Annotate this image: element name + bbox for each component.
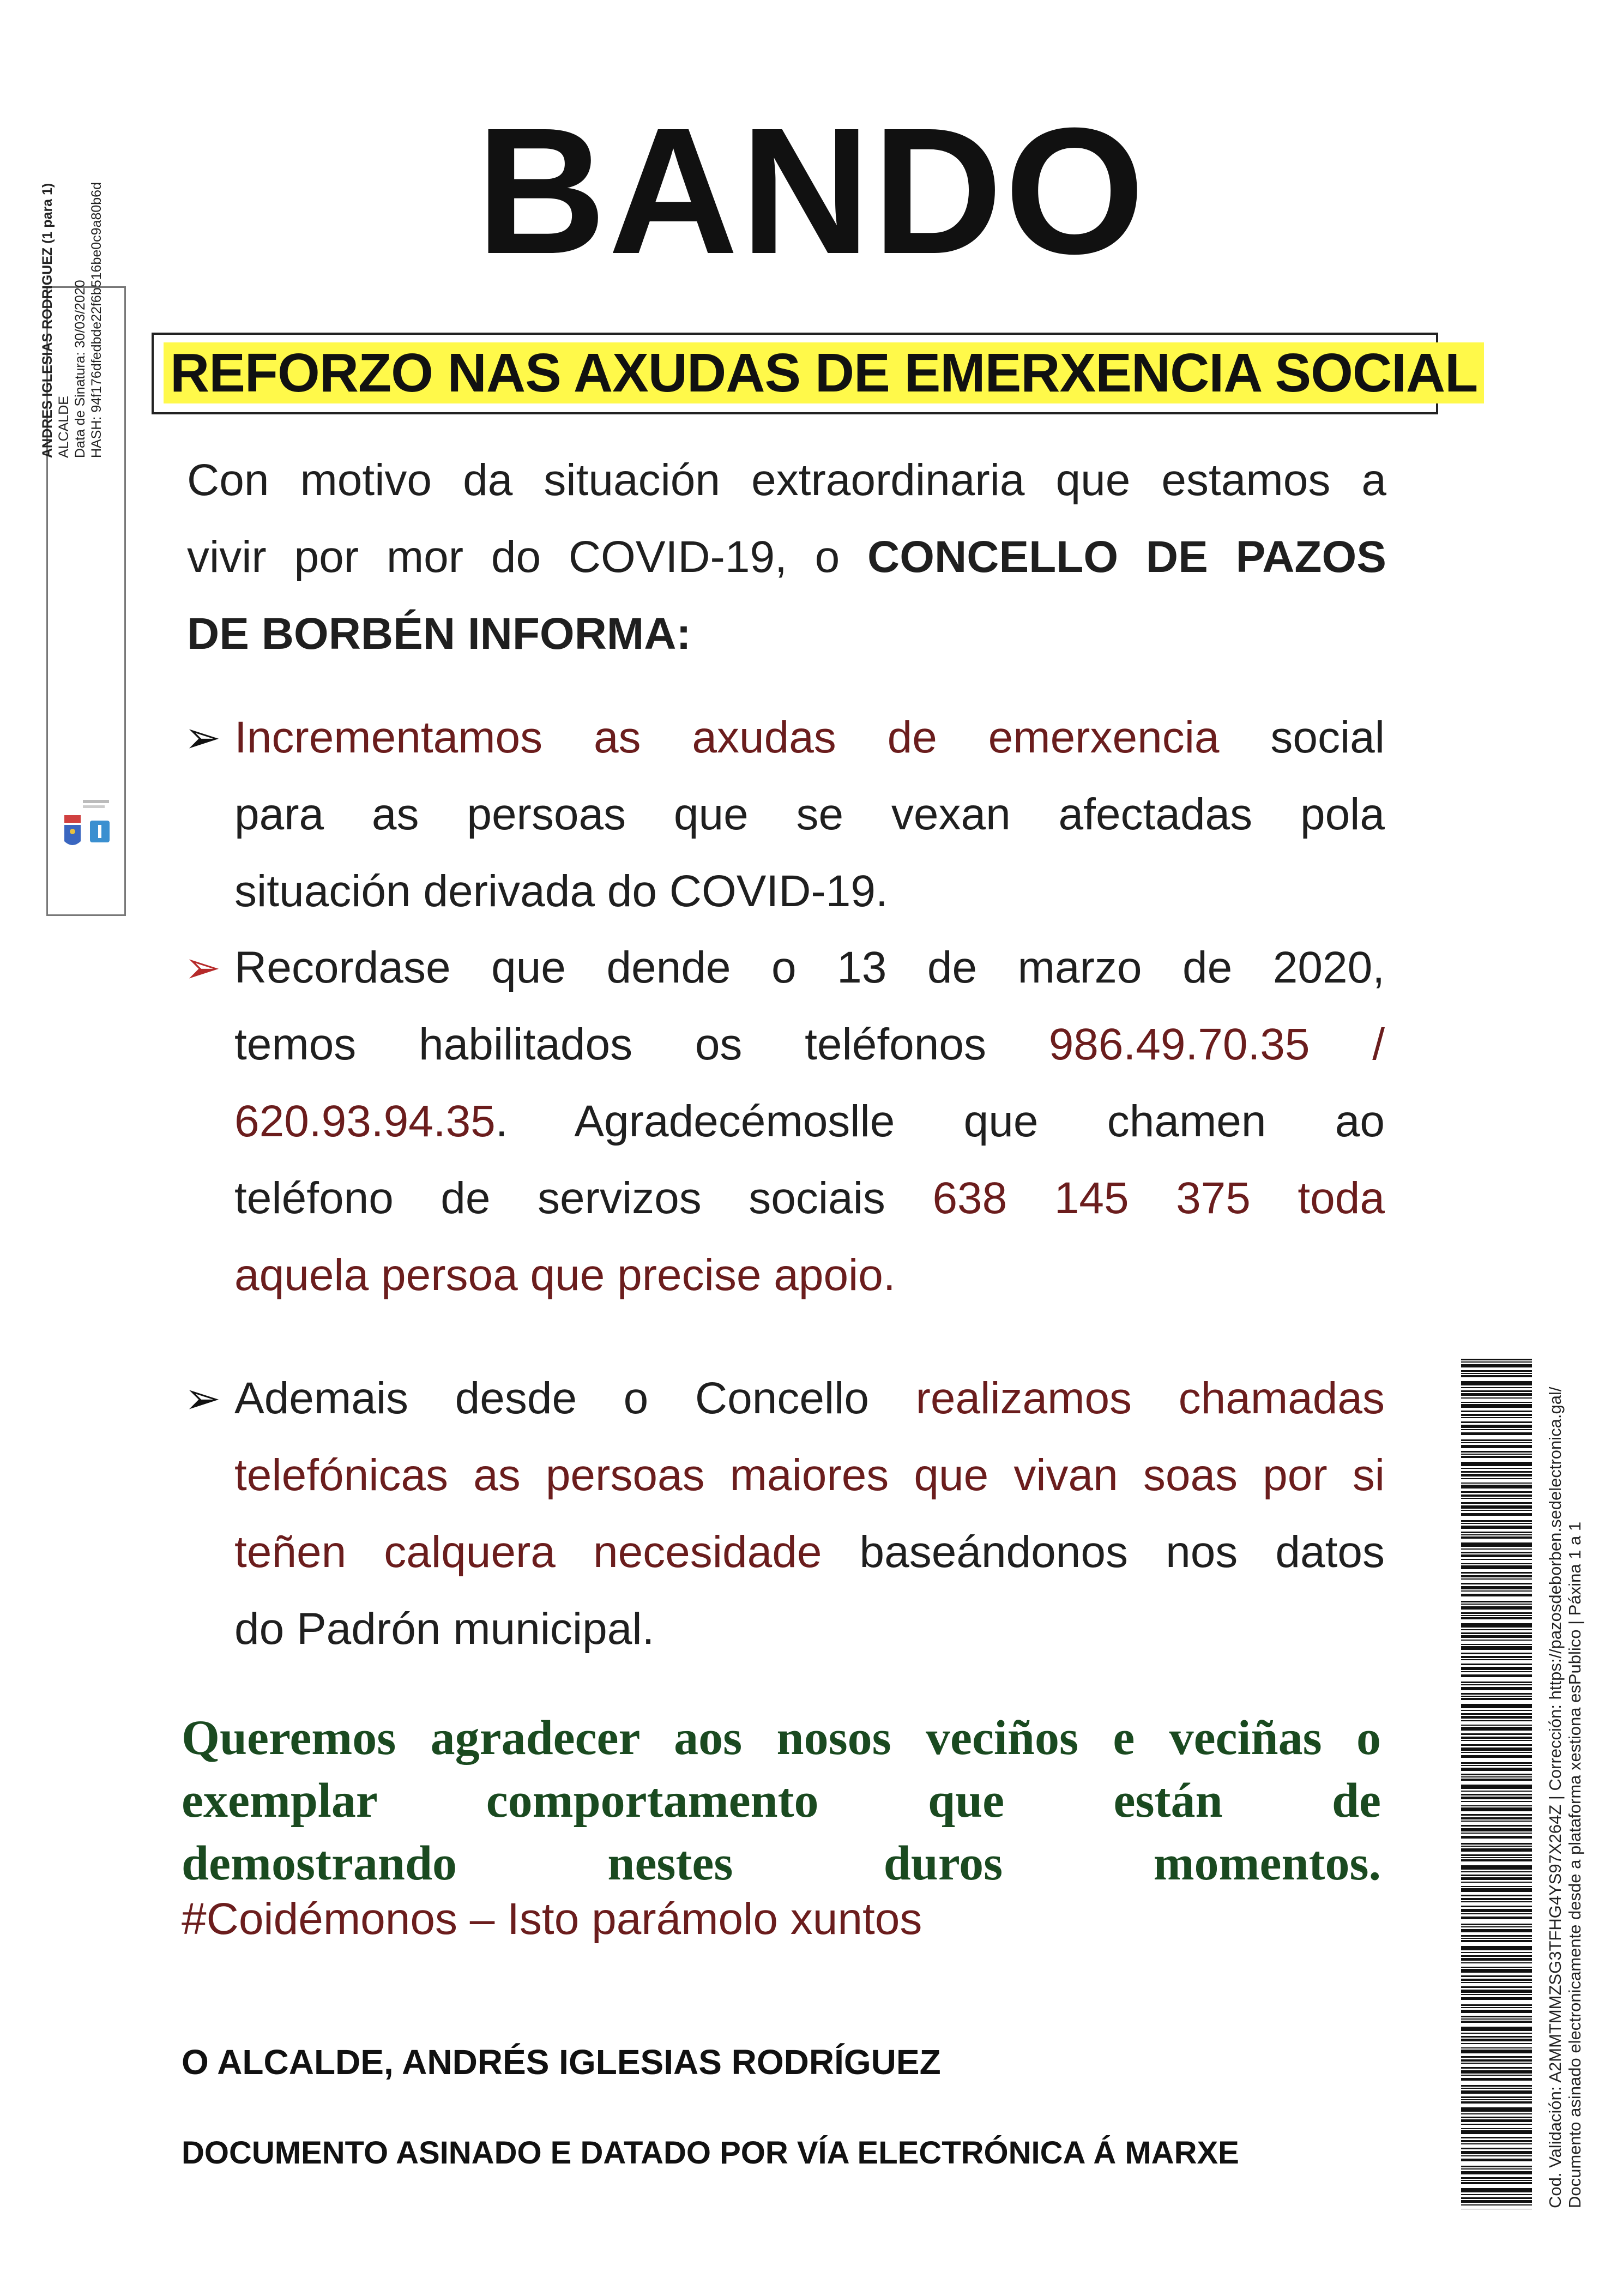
- bullet-item-2: [234, 929, 1385, 1313]
- validation-code: Cod. Validación: A2MMTMMZSG3TFHG4YS97X264Z | Corrección: https://pazosdeborben.sedelectronica.gal/: [1546, 1387, 1565, 2208]
- barcode-icon: [1461, 1359, 1532, 2209]
- validation-note: Documento asinado electronicamente desde a plataforma xestiona esPublico | Páxina 1 a 1: [1565, 1521, 1584, 2208]
- coat-of-arms-icon: [60, 799, 114, 870]
- plain-text: teléfono de servizos sociais: [234, 1173, 933, 1223]
- validation-text: [1546, 1387, 1585, 2208]
- bullet-item-3: [234, 1360, 1385, 1667]
- bullet-2-line-3: [234, 1083, 1385, 1160]
- highlighted-text: Incrementamos as axudas de emerxencia: [234, 713, 1220, 762]
- signer-name: ANDRES IGLESIAS RODRIGUEZ (1 para 1): [40, 183, 55, 458]
- signed-note: DOCUMENTO ASINADO E DATADO POR VÍA ELECTRÓNICA Á MARXE: [182, 2135, 1239, 2171]
- highlighted-text: realizamos chamadas: [915, 1373, 1385, 1423]
- intro-bold-text: CONCELLO DE PAZOS: [867, 532, 1386, 582]
- bullet-1-line-2: para as persoas que se vexan afectadas pola: [234, 790, 1385, 839]
- intro-text: vivir por mor do COVID-19, o: [187, 532, 868, 582]
- page-title: BANDO: [476, 90, 1147, 291]
- phone-number: 986.49.70.35 /: [1048, 1020, 1385, 1069]
- plain-text: Ademais desde o Concello: [234, 1373, 916, 1423]
- signature-hash: HASH: 94f176dfedbde22f6b516be0c9a80b6d: [89, 182, 104, 458]
- intro-line-1: Con motivo da situación extraordinaria que estamos a: [187, 455, 1386, 505]
- highlighted-text: teñen calquera necesidade: [234, 1527, 822, 1577]
- phone-number: 638 145 375 toda: [932, 1173, 1385, 1223]
- thanks-line-1: Queremos agradecer aos nosos veciños e veciñas o: [182, 1711, 1381, 1765]
- bullet-item-1: [234, 699, 1385, 930]
- arrow-bullet-icon: ➢: [184, 713, 221, 762]
- signature-date: Data de Sinatura: 30/03/2020: [73, 280, 88, 458]
- thanks-line-3: demostrando nestes duros momentos.: [182, 1836, 1381, 1890]
- bullet-2-line-5: aquela persoa que precise apoio.: [234, 1250, 896, 1300]
- intro-line-3: DE BORBÉN INFORMA:: [187, 609, 691, 659]
- plain-text: temos habilitados os teléfonos: [234, 1020, 1049, 1069]
- bullet-2-line-2: [234, 1006, 1385, 1083]
- bullet-1-line-3: situación derivada do COVID-19.: [234, 866, 888, 916]
- bullet-2-line-1: Recordase que dende o 13 de marzo de 2020,: [234, 943, 1385, 992]
- intro-paragraph: [187, 442, 1386, 672]
- subtitle-highlight: REFORZO NAS AXUDAS DE EMERXENCIA SOCIAL: [164, 342, 1484, 403]
- intro-line-2: [187, 519, 1386, 595]
- mayor-signature-line: O ALCALDE, ANDRÉS IGLESIAS RODRÍGUEZ: [182, 2042, 941, 2082]
- thanks-paragraph: [182, 1707, 1381, 1895]
- plain-text: . Agradecémoslle que chamen ao: [495, 1096, 1385, 1146]
- signature-stamp-text: [39, 0, 105, 458]
- arrow-bullet-icon: ➢: [184, 943, 221, 992]
- plain-text: baseándonos nos datos: [822, 1527, 1385, 1577]
- bullet-3-line-2: telefónicas as persoas maiores que vivan soas por si: [234, 1450, 1385, 1500]
- bullet-3-line-4: do Padrón municipal.: [234, 1604, 655, 1654]
- bullet-3-line-1: [234, 1360, 1385, 1437]
- signer-role: ALCALDE: [56, 396, 71, 458]
- bullet-3-line-3: [234, 1514, 1385, 1590]
- arrow-bullet-icon: ➢: [184, 1374, 221, 1423]
- plain-text: social: [1219, 713, 1385, 762]
- bullet-2-line-4: [234, 1160, 1385, 1237]
- bullet-1-line-1: [234, 699, 1385, 776]
- hashtag-line: #Coidémonos – Isto parámolo xuntos: [182, 1894, 922, 1944]
- thanks-line-2: exemplar comportamento que están de: [182, 1774, 1381, 1828]
- phone-number: 620.93.94.35: [234, 1096, 496, 1146]
